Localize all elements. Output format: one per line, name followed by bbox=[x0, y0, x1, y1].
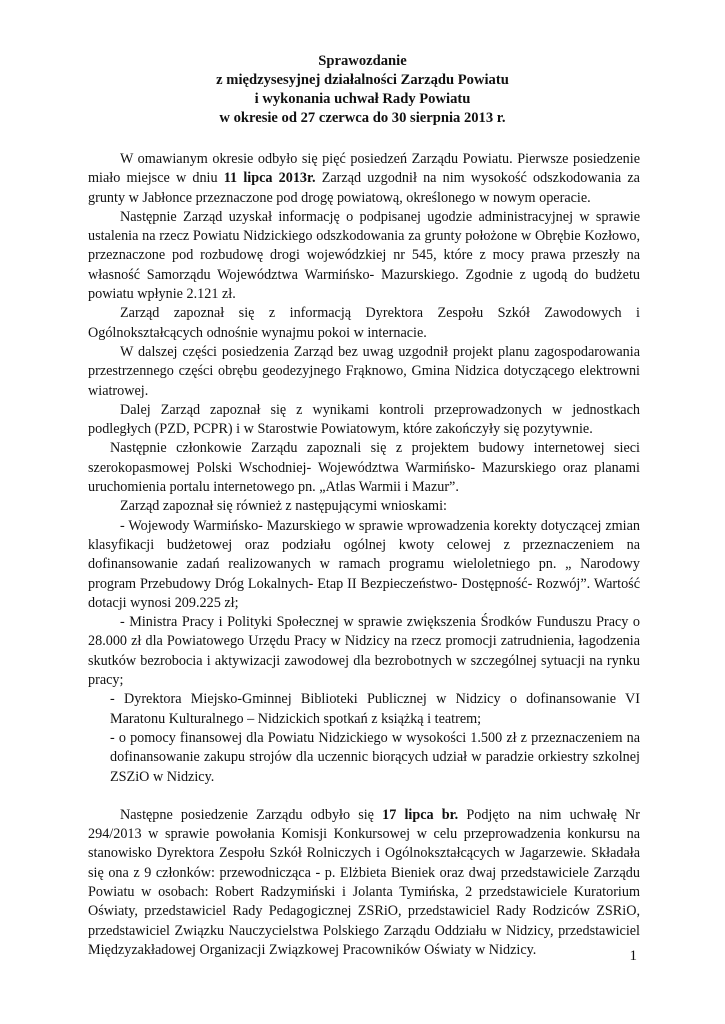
title-line-4: w okresie od 27 czerwca do 30 sierpnia 2013 r. bbox=[219, 110, 506, 126]
paragraph-audits: Dalej Zarząd zapoznał się z wynikami kontroli przeprowadzonych w jednostkach podległych (PZD, PCPR) i w Starostwie Powiatowym, które zakończyły się pozytywnie. bbox=[88, 401, 640, 438]
list-item-ministry: - Ministra Pracy i Polityki Społecznej w sprawie zwiększenia Środków Funduszu Pracy o 28.000 zł dla Powiatowego Urzędu Pracy w Nidzicy na rzecz promocji zatrudnienia, łagodzenia skutków bezrobocia i aktywizacji zawodowej dla bezrobotnych w szczególnej sytuacji na rynku pracy; bbox=[88, 614, 640, 689]
title-line-3: i wykonania uchwał Rady Powiatu bbox=[254, 91, 471, 107]
paragraph-first-meeting bbox=[88, 150, 640, 208]
list-item-financial-aid: - o pomocy finansowej dla Powiatu Nidzickiego w wysokości 1.500 zł z przeznaczeniem na dofinansowanie zakupu strojów dla uczennic biorących udział w paradzie orkiestry szkolnej ZSZiO w Nidzicy. bbox=[110, 729, 640, 785]
paragraph-text: Zarząd uzgodnił na nim wysokość odszkodowania za grunty w Jabłonce przeznaczone pod drogę powiatową, określonego w nowym operacie. bbox=[88, 170, 640, 206]
title-line-2: z międzysesyjnej działalności Zarządu Powiatu bbox=[216, 72, 509, 88]
list-item-voivode: - Wojewody Warmińsko- Mazurskiego w sprawie wprowadzenia korekty dotyczącej zmian klasyfikacji budżetowej oraz podziału ogólnej kwoty celowej z przeznaczeniem na dofinansowanie zadań realizowanych w ramach programu wieloletniego pn. „ Narodowy program Przebudowy Dróg Lokalnych- Etap II Bezpieczeństwo- Dostępność- Rozwój”. Wartość dotacji wynosi 209.225 zł; bbox=[88, 517, 640, 611]
paragraph-dormitory: Zarząd zapoznał się z informacją Dyrektora Zespołu Szkół Zawodowych i Ogólnokształcących odnośnie wynajmu pokoi w internacie. bbox=[88, 305, 640, 341]
title-line-1: Sprawozdanie bbox=[318, 53, 407, 69]
report-title bbox=[0, 52, 725, 128]
paragraph-text: Podjęto na nim uchwałę Nr 294/2013 w sprawie powołania Komisji Konkursowej w celu przeprowadzenia konkursu na stanowisko Dyrektora Zespołu Szkół Rolniczych i Ogólnokształcących w Jagarzewie. Składała się ona z 9 członków: przewodnicząca - p. Elżbieta Bieniek oraz dwaj przedstawiciele Zarządu Powiatu w osobach: Robert Radzymiński i Jolanta Tymińska, 2 przedstawiciele Kuratorium Oświaty, przedstawiciel Rady Pedagogicznej ZSRiO, przedstawiciel Rady Rodziców ZSRiO, przedstawiciel Związku Nauczycielstwa Polskiego Zarządu Oddziału w Nidzicy, przedstawiciel Międzyzakładowej Organizacji Związkowej Pracowników Oświaty w Nidzicy. bbox=[88, 806, 640, 958]
paragraph-motions-intro: Zarząd zapoznał się również z następującymi wnioskami: bbox=[120, 498, 447, 515]
list-item-library: - Dyrektora Miejsko-Gminnej Biblioteki Publicznej w Nidzicy o dofinansowanie VI Maratonu Kulturalnego – Nidzickich spotkań z książką i teatrem; bbox=[110, 691, 640, 727]
page-number: 1 bbox=[629, 948, 637, 964]
paragraph-text: Następne posiedzenie Zarządu odbyło się bbox=[120, 806, 383, 823]
paragraph-second-meeting bbox=[88, 806, 640, 960]
paragraph-settlement: Następnie Zarząd uzyskał informację o podpisanej ugodzie administracyjnej w sprawie ustalenia na rzecz Powiatu Nidzickiego odszkodowania za grunty położone w Obrębie Kozłowo, przeznaczone pod rozbudowę drogi wojewódzkiej nr 545, które z mocy prawa przeszły na własność Samorządu Województwa Warmińsko- Mazurskiego. Zgodnie z ugodą do budżetu powiatu wpłynie 2.121 zł. bbox=[88, 208, 640, 303]
meeting-date: 17 lipca br. bbox=[382, 806, 459, 823]
meeting-date: 11 lipca 2013r. bbox=[223, 170, 316, 187]
paragraph-text: W omawianym okresie odbyło się pięć posiedzeń Zarządu Powiatu. Pierwsze posiedzenie miało miejsce w dniu bbox=[88, 151, 640, 187]
paragraph-zoning-plan: W dalszej części posiedzenia Zarząd bez uwag uzgodnił projekt planu zagospodarowania przestrzennego części obrębu geodezyjnego Frąknowo, Gmina Nidzica dotyczącego elektrowni wiatrowej. bbox=[88, 343, 640, 399]
report-body bbox=[88, 150, 640, 960]
paragraph-gap bbox=[88, 787, 640, 806]
paragraph-broadband: Następnie członkowie Zarządu zapoznali się z projektem budowy internetowej sieci szerokopasmowej Polski Wschodniej- Województwa Warmińsko- Mazurskiego oraz planami uruchomienia portalu internetowego pn. „Atlas Warmii i Mazur”. bbox=[88, 440, 640, 496]
